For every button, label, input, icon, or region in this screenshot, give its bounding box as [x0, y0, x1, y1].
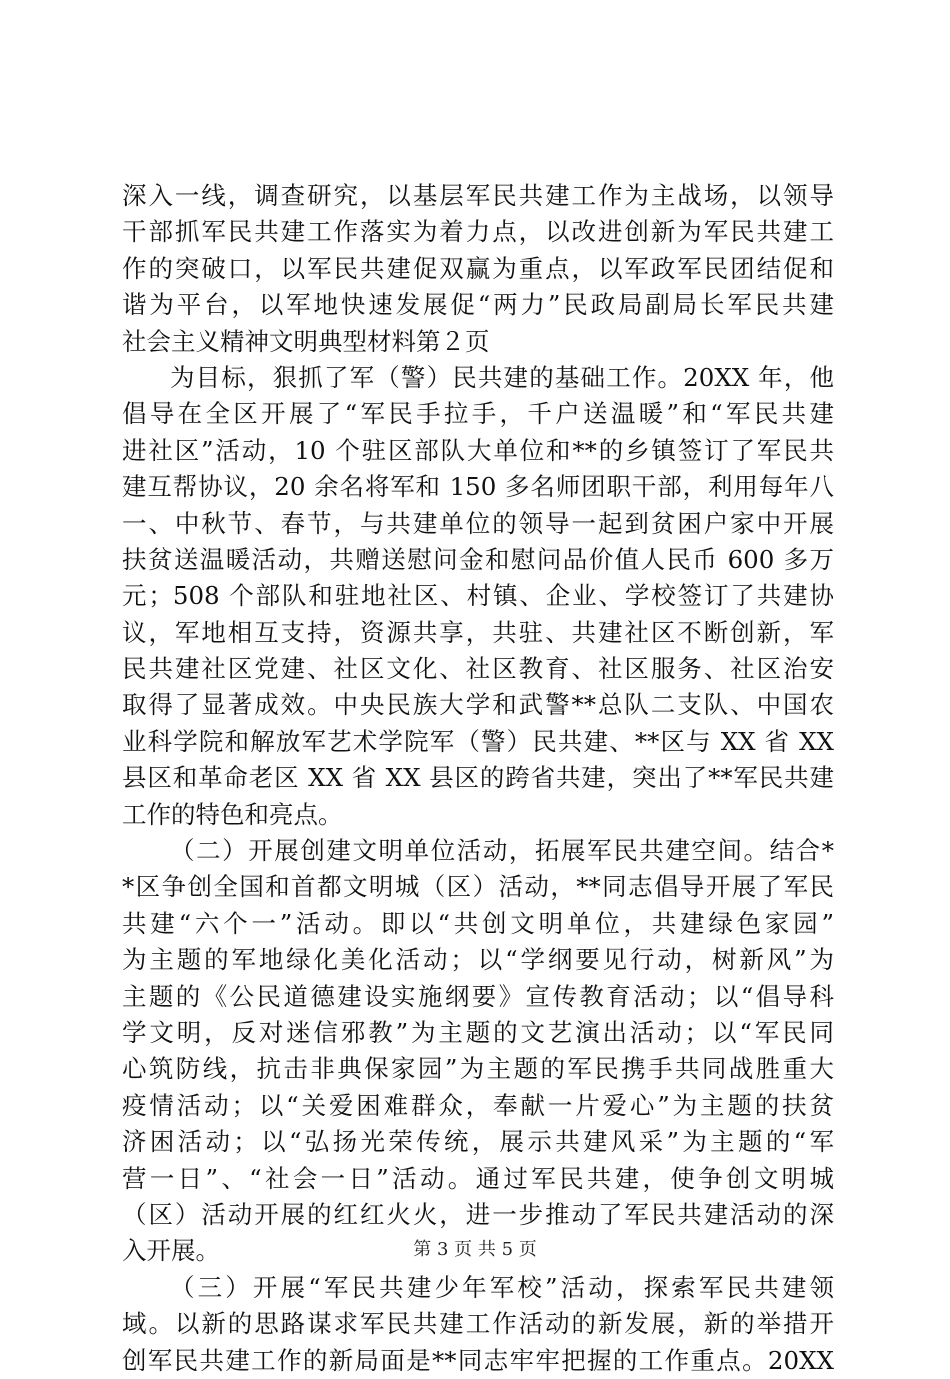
paragraph — [122, 360, 834, 833]
text-line: 进社区”活动，10 个驻区部队大单位和**的乡镇签订了军民共 — [122, 435, 834, 465]
text-line: 一、中秋节、春节，与共建单位的领导一起到贫困户家中开展 — [122, 508, 834, 538]
text-line: 学文明，反对迷信邪教”为主题的文艺演出活动；以“军民同 — [122, 1017, 834, 1047]
document-body — [122, 178, 834, 1379]
text-line: 主题的《公民道德建设实施纲要》宣传教育活动；以“倡导科 — [122, 981, 834, 1011]
text-line: 社会主义精神文明典型材料第２页 — [122, 326, 490, 356]
paragraph — [122, 1270, 834, 1379]
text-line: 深入一线，调查研究，以基层军民共建工作为主战场，以领导 — [122, 181, 834, 210]
text-line: 取得了显著成效。中央民族大学和武警**总队二支队、中国农 — [122, 690, 834, 720]
text-line: 创军民共建工作的新局面是**同志牢牢把握的工作重点。20XX — [122, 1345, 834, 1375]
text-line: 扶贫送温暖活动，共赠送慰问金和慰问品价值人民币 600 多万 — [122, 544, 834, 574]
text-line: 议，军地相互支持，资源共享，共驻、共建社区不断创新，军 — [122, 617, 834, 647]
text-line: 业科学院和解放军艺术学院军（警）民共建、**区与 XX 省 XX — [122, 726, 834, 756]
text-line: 共建“六个一”活动。即以“共创文明单位，共建绿色家园” — [122, 908, 834, 938]
text-line: 心筑防线，抗击非典保家园”为主题的军民携手共同战胜重大 — [122, 1054, 834, 1084]
paragraph — [122, 833, 834, 1270]
text-line: 民共建社区党建、社区文化、社区教育、社区服务、社区治安 — [122, 654, 834, 684]
text-line: 干部抓军民共建工作落实为着力点，以改进创新为军民共建工 — [122, 217, 834, 247]
text-line: 营一日”、“社会一日”活动。通过军民共建，使争创文明城 — [122, 1163, 834, 1193]
text-line: 倡导在全区开展了“军民手拉手，千户送温暖”和“军民共建 — [122, 399, 834, 429]
text-line: （区）活动开展的红红火火，进一步推动了军民共建活动的深 — [122, 1199, 834, 1229]
text-line: 谐为平台，以军地快速发展促“两力”民政局副局长军民共建 — [122, 290, 834, 320]
text-line: （二）开展创建文明单位活动，拓展军民共建空间。结合* — [170, 836, 834, 866]
text-line: *区争创全国和首都文明城（区）活动，**同志倡导开展了军民 — [122, 872, 834, 902]
text-line: 济困活动；以“弘扬光荣传统，展示共建风采”为主题的“军 — [122, 1127, 834, 1157]
text-line: 为目标，狠抓了军（警）民共建的基础工作。20XX 年，他 — [170, 362, 834, 392]
text-line: 作的突破口，以军民共建促双赢为重点，以军政军民团结促和 — [122, 253, 834, 283]
text-line: 元；508 个部队和驻地社区、村镇、企业、学校签订了共建协 — [122, 581, 834, 611]
text-line: 工作的特色和亮点。 — [122, 799, 343, 829]
paragraph — [122, 178, 834, 360]
text-line: 疫情活动；以“关爱困难群众，奉献一片爱心”为主题的扶贫 — [122, 1090, 834, 1120]
text-line: （三）开展“军民共建少年军校”活动，探索军民共建领 — [170, 1272, 834, 1302]
text-line: 入开展。 — [122, 1236, 220, 1266]
text-line: 建互帮协议，20 余名将军和 150 多名师团职干部，利用每年八 — [122, 472, 834, 502]
text-line: 域。以新的思路谋求军民共建工作活动的新发展，新的举措开 — [122, 1309, 834, 1339]
page-footer: 第 3 页 共 5 页 — [413, 1239, 537, 1260]
text-line: 为主题的军地绿化美化活动；以“学纲要见行动，树新风”为 — [122, 945, 834, 975]
text-line: 县区和革命老区 XX 省 XX 县区的跨省共建，突出了**军民共建 — [122, 763, 834, 793]
